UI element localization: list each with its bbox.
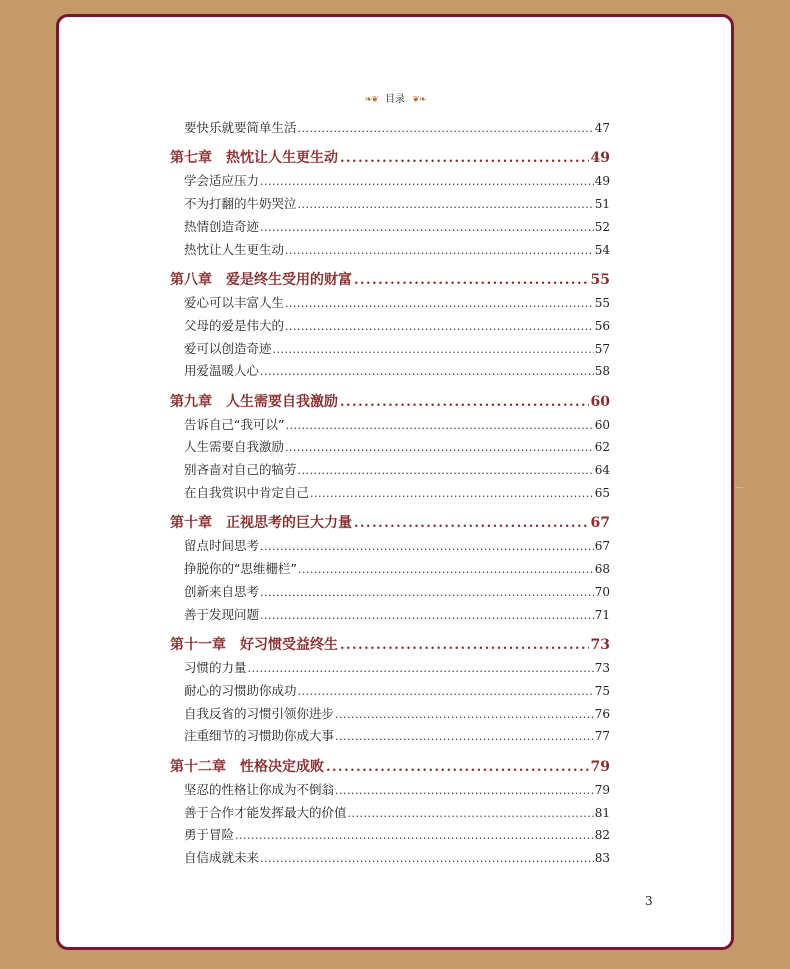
entry-title: 学会适应压力	[184, 173, 260, 189]
entry-page: 73	[594, 661, 610, 676]
chapter-page: 49	[590, 150, 610, 167]
toc-entry[interactable]	[170, 802, 610, 825]
entry-title: 不为打翻的牛奶哭泣	[184, 196, 297, 212]
entry-title: 坚忍的性格让你成为不倒翁	[184, 781, 335, 797]
toc-header	[59, 90, 731, 105]
toc-entry[interactable]	[170, 581, 610, 604]
entry-page: 67	[594, 539, 610, 554]
chapter-heading[interactable]	[170, 391, 610, 414]
toc-entry[interactable]	[170, 847, 610, 870]
chapter-number: 第八章	[170, 271, 212, 288]
dot-leader	[348, 803, 594, 826]
entry-title: 告诉自己“我可以”	[184, 416, 285, 432]
chapter-number: 第七章	[170, 150, 212, 167]
toc-entry[interactable]	[170, 414, 610, 437]
dot-leader	[260, 582, 594, 605]
chapter-heading[interactable]	[170, 269, 610, 292]
dot-leader	[248, 658, 594, 681]
chapter-page: 55	[590, 271, 610, 288]
entry-title: 爱心可以丰富人生	[184, 294, 285, 310]
chapter-heading[interactable]	[170, 147, 610, 170]
entry-page: 52	[594, 219, 610, 234]
toc-entry[interactable]	[170, 725, 610, 748]
entry-title: 热情创造奇迹	[184, 218, 260, 234]
entry-page: 49	[594, 174, 610, 189]
toc-title: 目录	[385, 94, 405, 105]
toc-entry[interactable]	[170, 657, 610, 680]
chapter-number: 第十二章	[170, 758, 226, 775]
chapter-list	[170, 147, 610, 870]
dot-leader	[273, 339, 594, 362]
dot-leader	[235, 825, 594, 848]
chapter-title	[170, 756, 324, 779]
page-number: 3	[645, 894, 653, 908]
entry-title: 挣脱你的“思维栅栏”	[184, 561, 297, 577]
dot-leader	[340, 391, 589, 414]
entry-page: 56	[594, 318, 610, 333]
entry-page: 82	[594, 828, 610, 843]
toc-entry[interactable]	[170, 482, 610, 505]
entry-title: 自我反省的习惯引领你进步	[184, 705, 335, 721]
chapter-name: 爱是终生受用的财富	[226, 271, 352, 288]
entry-title: 习惯的力量	[184, 660, 247, 676]
toc-entry[interactable]	[170, 360, 610, 383]
dot-leader	[298, 194, 594, 217]
chapter-heading[interactable]	[170, 756, 610, 779]
chapter-name: 好习惯受益终生	[240, 637, 338, 654]
ornament-left-icon: ❧❦	[364, 95, 378, 105]
toc-entry[interactable]	[170, 558, 610, 581]
entry-page: 83	[594, 851, 610, 866]
chapter-name: 正视思考的巨大力量	[226, 515, 352, 532]
table-of-contents	[170, 117, 610, 870]
dot-leader	[260, 848, 594, 871]
chapter-title	[170, 147, 338, 170]
entry-page: 57	[594, 341, 610, 356]
chapter-title	[170, 634, 338, 657]
toc-entry[interactable]	[170, 239, 610, 262]
entry-page: 62	[594, 440, 610, 455]
toc-entry[interactable]	[170, 535, 610, 558]
toc-entry[interactable]	[170, 703, 610, 726]
dot-leader	[260, 217, 594, 240]
dot-leader	[335, 780, 594, 803]
entry-page: 55	[594, 295, 610, 310]
entry-page: 54	[594, 242, 610, 257]
entry-page: 79	[594, 782, 610, 797]
dot-leader	[260, 536, 594, 559]
chapter-page: 73	[590, 637, 610, 654]
chapter-title	[170, 512, 352, 535]
entry-page: 47	[594, 121, 610, 135]
dot-leader	[335, 704, 594, 727]
ornament-right-icon: ❦❧	[412, 95, 426, 105]
entry-page: 64	[594, 463, 610, 478]
dot-leader	[354, 269, 589, 292]
entry-page: 58	[594, 364, 610, 379]
toc-entry[interactable]	[170, 436, 610, 459]
entry-title: 创新来自思考	[184, 583, 260, 599]
entry-page: 68	[594, 562, 610, 577]
entry-page: 77	[594, 729, 610, 744]
toc-entry[interactable]	[170, 824, 610, 847]
entry-title: 勇于冒险	[184, 827, 235, 843]
toc-entry[interactable]	[170, 338, 610, 361]
chapter-page: 79	[590, 758, 610, 775]
dot-leader	[260, 171, 594, 194]
entry-page: 60	[594, 417, 610, 432]
chapter-heading[interactable]	[170, 634, 610, 657]
entry-title: 自信成就未来	[184, 850, 260, 866]
dot-leader	[285, 240, 594, 263]
entry-title: 人生需要自我激励	[184, 439, 285, 455]
chapter-title	[170, 269, 352, 292]
dot-leader	[335, 726, 594, 749]
entry-page: 51	[594, 197, 610, 212]
toc-entry[interactable]	[170, 292, 610, 315]
toc-entry[interactable]	[170, 170, 610, 193]
toc-entry[interactable]	[170, 216, 610, 239]
toc-entry[interactable]	[170, 315, 610, 338]
entry-title: 要快乐就要简单生活	[184, 120, 297, 135]
entry-page: 71	[594, 607, 610, 622]
book-page	[56, 14, 734, 950]
entry-title: 爱可以创造奇迹	[184, 340, 272, 356]
entry-title: 别吝啬对自己的犒劳	[184, 462, 297, 478]
dot-leader	[326, 756, 589, 779]
entry-page: 81	[594, 805, 610, 820]
chapter-heading[interactable]	[170, 512, 610, 535]
chapter-number: 第九章	[170, 393, 212, 410]
chapter-page: 67	[590, 515, 610, 532]
dot-leader	[285, 316, 594, 339]
chapter-name: 性格决定成败	[240, 758, 324, 775]
dot-leader	[285, 415, 593, 438]
entry-title: 耐心的习惯助你成功	[184, 682, 297, 698]
entry-title: 父母的爱是伟大的	[184, 317, 285, 333]
dot-leader	[340, 147, 589, 170]
edge-mark	[735, 487, 743, 488]
dot-leader	[260, 361, 594, 384]
toc-entry[interactable]	[170, 779, 610, 802]
toc-entry[interactable]	[170, 459, 610, 482]
chapter-title	[170, 391, 338, 414]
dot-leader	[298, 118, 594, 141]
chapter-number: 第十一章	[170, 637, 226, 654]
chapter-name: 热忱让人生更生动	[226, 150, 338, 167]
toc-entry[interactable]	[170, 680, 610, 703]
chapter-number: 第十章	[170, 515, 212, 532]
dot-leader	[298, 559, 594, 582]
entry-page: 76	[594, 706, 610, 721]
entry-title: 留点时间思考	[184, 538, 260, 554]
toc-entry[interactable]	[170, 604, 610, 627]
chapter-name: 人生需要自我激励	[226, 393, 338, 410]
dot-leader	[298, 681, 594, 704]
dot-leader	[285, 437, 594, 460]
dot-leader	[340, 634, 589, 657]
dot-leader	[260, 605, 594, 628]
entry-title: 热忱让人生更生动	[184, 241, 285, 257]
dot-leader	[354, 512, 589, 535]
entry-title: 用爱温暖人心	[184, 363, 260, 379]
dot-leader	[298, 460, 594, 483]
entry-title: 注重细节的习惯助你成大事	[184, 728, 335, 744]
toc-entry[interactable]	[170, 117, 610, 140]
entry-page: 65	[594, 486, 610, 501]
dot-leader	[310, 483, 594, 506]
entry-page: 70	[594, 584, 610, 599]
dot-leader	[285, 293, 594, 316]
entry-page: 75	[594, 683, 610, 698]
entry-title: 善于合作才能发挥最大的价值	[184, 804, 347, 820]
chapter-page: 60	[590, 393, 610, 410]
entry-title: 在自我赏识中肯定自己	[184, 485, 310, 501]
toc-entry[interactable]	[170, 193, 610, 216]
entry-title: 善于发现问题	[184, 606, 260, 622]
